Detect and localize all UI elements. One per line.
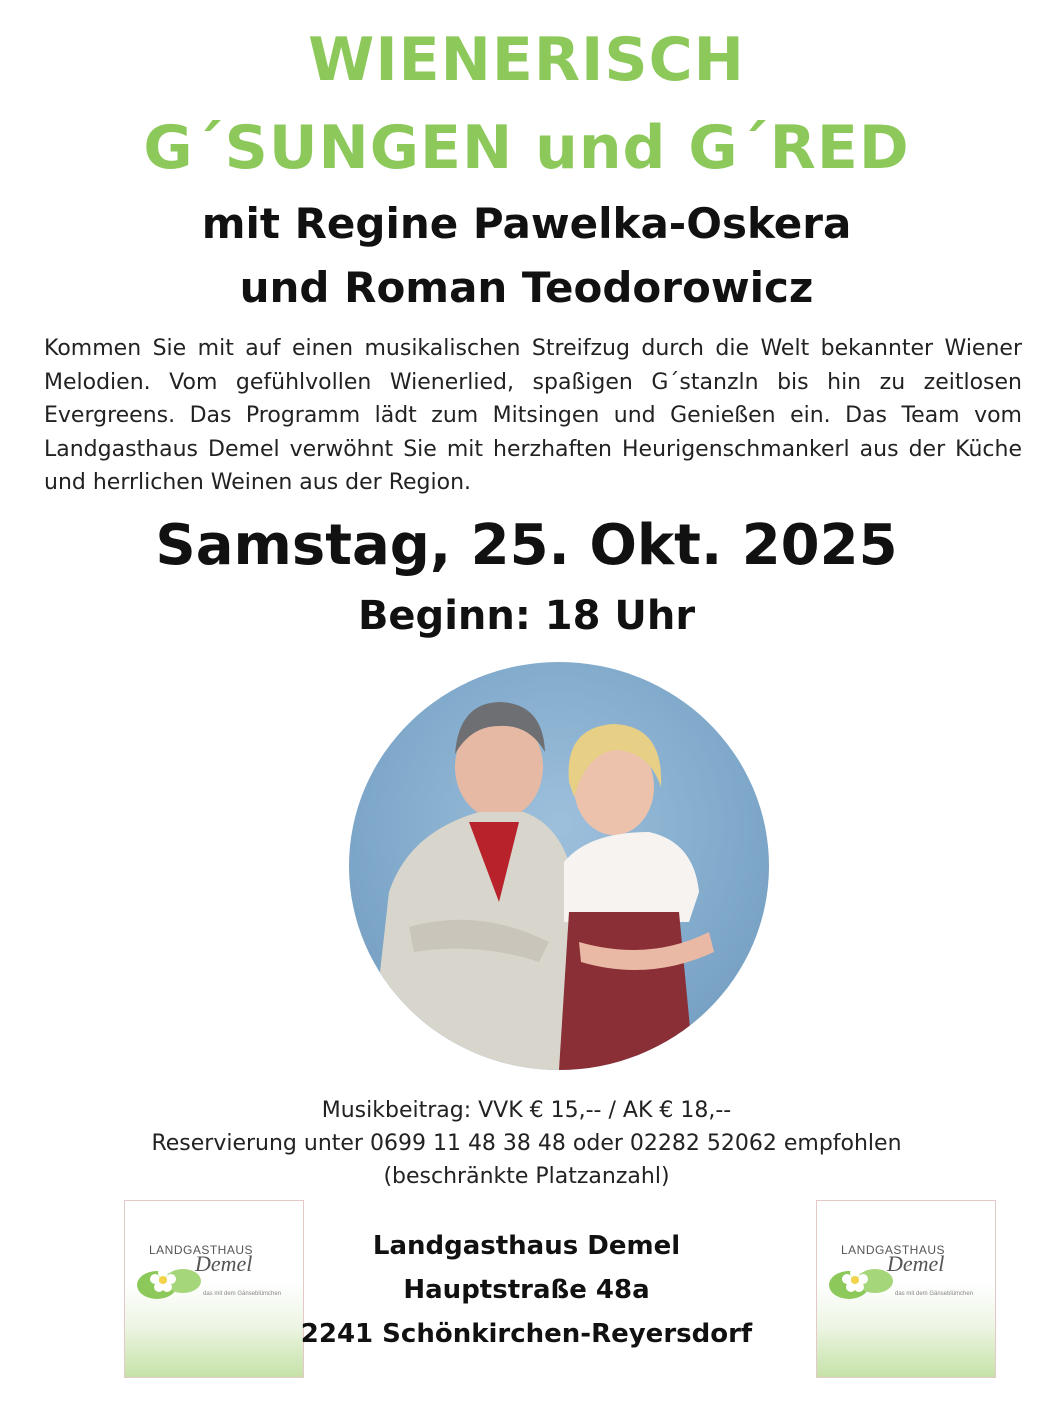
venue-street: Hauptstraße 48a xyxy=(403,1275,650,1305)
event-description: Kommen Sie mit auf einen musikalischen Streifzug durch die Welt bekannter Wiener Melodien. Vom gefühlvollen Wienerlied, spaßigen G´stanzln bis hin zu zeitlosen Evergreens. Das Programm lädt zum Mitsingen und Genießen ein. Das Team vom Landgasthaus Demel verwöhnt Sie mit herzhaften Heurigenschmankerl aus der Küche und herrlichen Weinen aus der Region. xyxy=(44,336,1022,495)
venue-name: Landgasthaus Demel xyxy=(372,1231,681,1261)
logo-script-text: Demel xyxy=(195,1251,253,1276)
logo-script-text: Demel xyxy=(887,1251,945,1276)
subtitle-line-2: und Roman Teodorowicz xyxy=(239,263,814,312)
subtitle-line-1: mit Regine Pawelka-Oskera xyxy=(201,199,852,248)
venue-city: 2241 Schönkirchen-Reyersdorf xyxy=(300,1319,753,1349)
title-line-2: G´SUNGEN und G´RED xyxy=(143,113,910,183)
logo-tagline: das mit dem Gänseblümchen xyxy=(203,1291,282,1297)
logo-tagline: das mit dem Gänseblümchen xyxy=(895,1291,974,1297)
event-start-time: Beginn: 18 Uhr xyxy=(357,593,696,639)
logo-small-text: LANDGASTHAUS xyxy=(149,1243,254,1257)
performers-photo xyxy=(349,662,769,1070)
title-line-1: WIENERISCH xyxy=(308,25,745,95)
price-info: Musikbeitrag: VVK € 15,-- / AK € 18,-- xyxy=(321,1098,732,1123)
event-date: Samstag, 25. Okt. 2025 xyxy=(155,513,898,578)
seating-note: (beschränkte Platzanzahl) xyxy=(383,1164,670,1189)
logo-small-text: LANDGASTHAUS xyxy=(841,1243,946,1257)
reservation-info: Reservierung unter 0699 11 48 38 48 oder 02282 52062 empfohlen xyxy=(151,1131,902,1156)
